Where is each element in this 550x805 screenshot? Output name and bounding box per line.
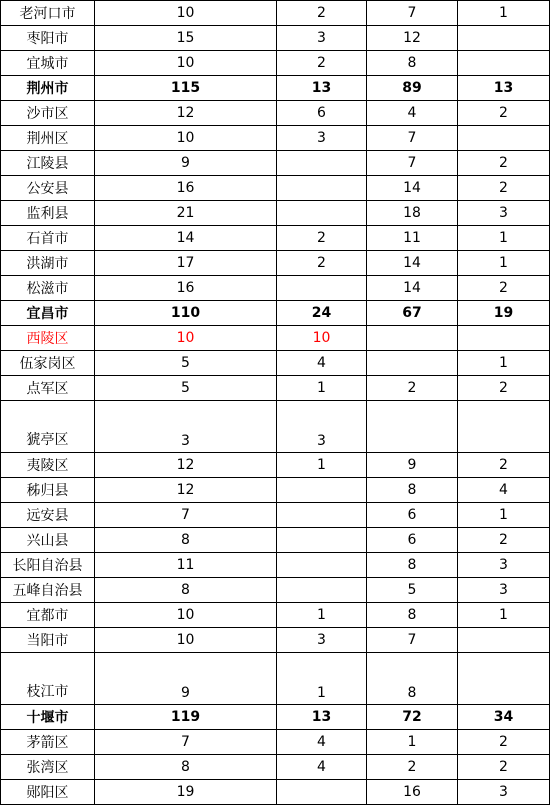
cell-c2: 4 (277, 730, 367, 755)
cell-c4 (458, 628, 550, 653)
cell-total: 5 (95, 376, 277, 401)
table-row (1, 351, 550, 376)
cell-c4: 1 (458, 351, 550, 376)
cell-name: 十堰市 (1, 705, 95, 730)
cell-c2 (277, 201, 367, 226)
cell-c4: 2 (458, 376, 550, 401)
cell-c2 (277, 176, 367, 201)
cell-name: 张湾区 (1, 755, 95, 780)
cell-c3: 8 (367, 478, 458, 503)
cell-c2 (277, 578, 367, 603)
cell-c2 (277, 276, 367, 301)
cell-c2: 3 (277, 126, 367, 151)
table-row (1, 251, 550, 276)
table-row (1, 201, 550, 226)
cell-name: 茅箭区 (1, 730, 95, 755)
cell-c4: 3 (458, 780, 550, 805)
table-row-city-total (1, 76, 550, 101)
cell-c4: 2 (458, 730, 550, 755)
cell-total: 12 (95, 478, 277, 503)
cell-c2: 2 (277, 1, 367, 26)
cell-name: 松滋市 (1, 276, 95, 301)
cell-c3: 67 (367, 301, 458, 326)
cell-name: 洪湖市 (1, 251, 95, 276)
cell-name: 江陵县 (1, 151, 95, 176)
cell-c3: 12 (367, 26, 458, 51)
cell-c4: 1 (458, 226, 550, 251)
cell-c4: 2 (458, 151, 550, 176)
cell-c4: 3 (458, 578, 550, 603)
cell-name: 老河口市 (1, 1, 95, 26)
cell-name: 宜昌市 (1, 301, 95, 326)
cell-c3: 72 (367, 705, 458, 730)
cell-name: 枣阳市 (1, 26, 95, 51)
table-row (1, 553, 550, 578)
table-row (1, 376, 550, 401)
cell-c4: 1 (458, 503, 550, 528)
cell-c4 (458, 653, 550, 705)
cell-c2: 10 (277, 326, 367, 351)
cell-c3: 11 (367, 226, 458, 251)
cell-c2 (277, 478, 367, 503)
cell-total: 5 (95, 351, 277, 376)
table-row-city-total (1, 705, 550, 730)
cell-name: 沙市区 (1, 101, 95, 126)
cell-name: 荆州区 (1, 126, 95, 151)
cell-name: 枝江市 (1, 653, 95, 705)
cell-name: 夷陵区 (1, 453, 95, 478)
cell-c3 (367, 326, 458, 351)
cell-total: 16 (95, 176, 277, 201)
table-row (1, 730, 550, 755)
cell-c4: 1 (458, 1, 550, 26)
cell-total: 3 (95, 401, 277, 453)
cell-c2 (277, 151, 367, 176)
cell-name: 郧阳区 (1, 780, 95, 805)
cell-c3: 2 (367, 755, 458, 780)
cell-c4 (458, 401, 550, 453)
cell-c3: 9 (367, 453, 458, 478)
table-row (1, 653, 550, 705)
cell-c2: 24 (277, 301, 367, 326)
cell-total: 119 (95, 705, 277, 730)
cell-c2: 13 (277, 76, 367, 101)
table-row (1, 578, 550, 603)
cell-c3: 7 (367, 1, 458, 26)
cell-total: 17 (95, 251, 277, 276)
cell-total: 19 (95, 780, 277, 805)
cell-c4: 1 (458, 251, 550, 276)
cell-total: 115 (95, 76, 277, 101)
cell-name: 宜都市 (1, 603, 95, 628)
cell-c4: 2 (458, 276, 550, 301)
cell-c3 (367, 401, 458, 453)
cell-c3: 7 (367, 126, 458, 151)
cell-total: 21 (95, 201, 277, 226)
cell-c4: 2 (458, 528, 550, 553)
cell-c2: 1 (277, 376, 367, 401)
cell-c3: 14 (367, 176, 458, 201)
cell-total: 9 (95, 653, 277, 705)
cell-total: 10 (95, 628, 277, 653)
cell-c4: 2 (458, 755, 550, 780)
cell-total: 7 (95, 503, 277, 528)
cell-c3: 18 (367, 201, 458, 226)
cell-c2: 13 (277, 705, 367, 730)
cell-c2: 1 (277, 653, 367, 705)
cell-c3 (367, 351, 458, 376)
cell-total: 7 (95, 730, 277, 755)
cell-c2 (277, 503, 367, 528)
cell-c2: 3 (277, 401, 367, 453)
cell-total: 15 (95, 26, 277, 51)
cell-c3: 16 (367, 780, 458, 805)
cell-c2: 4 (277, 755, 367, 780)
cell-c4 (458, 326, 550, 351)
cell-name: 伍家岗区 (1, 351, 95, 376)
cell-name: 长阳自治县 (1, 553, 95, 578)
table-row (1, 478, 550, 503)
cell-total: 12 (95, 101, 277, 126)
cell-c2: 1 (277, 603, 367, 628)
cell-name: 当阳市 (1, 628, 95, 653)
cell-c4: 4 (458, 478, 550, 503)
table-row (1, 176, 550, 201)
cell-c3: 7 (367, 628, 458, 653)
cell-c2 (277, 780, 367, 805)
cell-c4 (458, 26, 550, 51)
cell-c4: 19 (458, 301, 550, 326)
table-row (1, 226, 550, 251)
cell-c3: 6 (367, 503, 458, 528)
cell-name: 荆州市 (1, 76, 95, 101)
table-row (1, 276, 550, 301)
cell-total: 10 (95, 51, 277, 76)
cell-name: 点军区 (1, 376, 95, 401)
cell-total: 16 (95, 276, 277, 301)
cell-c2: 3 (277, 26, 367, 51)
table-row (1, 51, 550, 76)
cell-name: 远安县 (1, 503, 95, 528)
cell-c4: 2 (458, 453, 550, 478)
cell-name: 五峰自治县 (1, 578, 95, 603)
cell-name: 兴山县 (1, 528, 95, 553)
cell-c3: 6 (367, 528, 458, 553)
cell-total: 8 (95, 528, 277, 553)
cell-c3: 7 (367, 151, 458, 176)
table-row (1, 780, 550, 805)
cell-name: 监利县 (1, 201, 95, 226)
cell-c2 (277, 553, 367, 578)
table-row (1, 603, 550, 628)
table-row (1, 755, 550, 780)
cell-total: 10 (95, 1, 277, 26)
cell-c2: 2 (277, 226, 367, 251)
cell-c3: 8 (367, 603, 458, 628)
cell-c4: 1 (458, 603, 550, 628)
table-row (1, 101, 550, 126)
cell-total: 12 (95, 453, 277, 478)
cell-name: 西陵区 (1, 326, 95, 351)
table-row (1, 151, 550, 176)
cell-name: 秭归县 (1, 478, 95, 503)
cell-total: 10 (95, 603, 277, 628)
cell-total: 11 (95, 553, 277, 578)
cell-name: 公安县 (1, 176, 95, 201)
cell-c4: 13 (458, 76, 550, 101)
table-row-highlighted (1, 326, 550, 351)
cell-total: 8 (95, 578, 277, 603)
cell-name: 宜城市 (1, 51, 95, 76)
table-row (1, 26, 550, 51)
cell-c3: 89 (367, 76, 458, 101)
cell-c3: 5 (367, 578, 458, 603)
cell-c4: 2 (458, 176, 550, 201)
table-row-city-total (1, 301, 550, 326)
table-row (1, 126, 550, 151)
cell-c4: 34 (458, 705, 550, 730)
cell-c4 (458, 51, 550, 76)
cell-c3: 2 (367, 376, 458, 401)
cell-c2: 1 (277, 453, 367, 478)
cell-c3: 4 (367, 101, 458, 126)
cell-c4 (458, 126, 550, 151)
cell-total: 14 (95, 226, 277, 251)
cell-c3: 8 (367, 653, 458, 705)
cell-name: 石首市 (1, 226, 95, 251)
cell-c3: 8 (367, 51, 458, 76)
cell-total: 10 (95, 126, 277, 151)
cell-c2: 3 (277, 628, 367, 653)
cell-name: 猇亭区 (1, 401, 95, 453)
cell-c4: 2 (458, 101, 550, 126)
table-row (1, 628, 550, 653)
cell-c2: 6 (277, 101, 367, 126)
cell-c2 (277, 528, 367, 553)
table-row (1, 453, 550, 478)
cell-c2: 2 (277, 51, 367, 76)
cell-c3: 14 (367, 276, 458, 301)
cell-c3: 14 (367, 251, 458, 276)
cell-total: 10 (95, 326, 277, 351)
cell-c3: 1 (367, 730, 458, 755)
cell-total: 110 (95, 301, 277, 326)
table-row (1, 528, 550, 553)
cell-c2: 2 (277, 251, 367, 276)
cell-c4: 3 (458, 201, 550, 226)
cell-c2: 4 (277, 351, 367, 376)
cell-c3: 8 (367, 553, 458, 578)
cell-total: 8 (95, 755, 277, 780)
cell-total: 9 (95, 151, 277, 176)
table-row (1, 401, 550, 453)
cell-c4: 3 (458, 553, 550, 578)
table-row (1, 1, 550, 26)
table-row (1, 503, 550, 528)
